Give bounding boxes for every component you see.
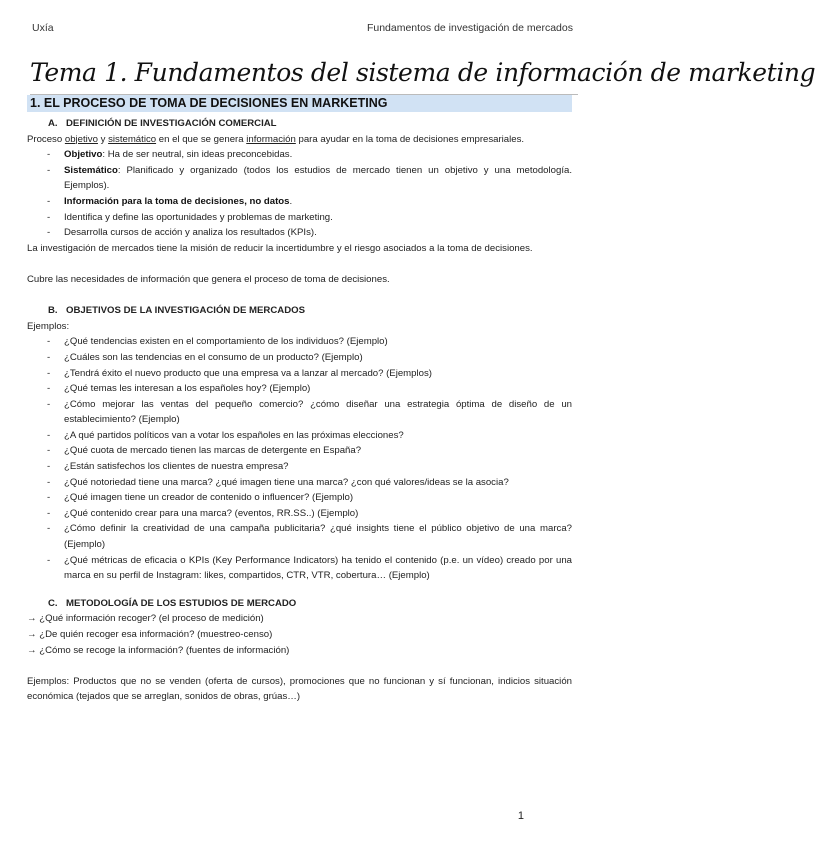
list-item: - Identifica y define las oportunidades y problemas de marketing. [27, 210, 572, 226]
examples-paragraph: Ejemplos: Productos que no se venden (oferta de cursos), promociones que no funcionan y sí funcionan, indicios situación económica (tejados que se arreglan, sonidos de obras, grúas…) [27, 675, 572, 703]
section-heading-band [27, 95, 572, 112]
intro-text-2: y [97, 133, 109, 145]
subsection-b-heading [48, 303, 572, 319]
bullet-bold-term: Sistemático [64, 164, 118, 176]
subsection-a-title: DEFINICIÓN DE INVESTIGACIÓN COMERCIAL [66, 118, 277, 129]
subsection-a-letter: A. [48, 118, 58, 129]
list-item: - ¿Qué tendencias existen en el comportamiento de los individuos? (Ejemplo) [27, 334, 572, 350]
list-item: - ¿Qué notoriedad tiene una marca? ¿qué imagen tiene una marca? ¿con qué valores/ideas se la asocia? [27, 475, 572, 491]
intro-text-1: Proceso [27, 133, 65, 145]
subsection-b-title: OBJETIVOS DE LA INVESTIGACIÓN DE MERCADOS [66, 305, 305, 317]
subsection-c-letter: C. [48, 597, 58, 609]
intro-underlined-informacion: información [246, 133, 296, 145]
list-item [27, 163, 572, 194]
needs-paragraph: Cubre las necesidades de información que genera el proceso de toma de decisiones. [27, 273, 390, 285]
intro-text-4: para ayudar en la toma de decisiones empresariales. [295, 133, 525, 145]
mission-paragraph: La investigación de mercados tiene la misión de reducir la incertidumbre y el riesgo asociados a la toma de decisiones. [27, 242, 533, 254]
list-item: - ¿Están satisfechos los clientes de nuestra empresa? [27, 459, 572, 475]
definition-paragraph [27, 132, 572, 148]
intro-underlined-objetivo: objetivo [64, 133, 98, 145]
examples-label: Ejemplos: [27, 320, 70, 332]
bullet-text: : Ha de ser neutral, sin ideas preconcebidas. [102, 149, 293, 161]
bullet-bold-term: Información para la toma de decisiones, no datos [64, 195, 290, 207]
document-body [27, 116, 572, 705]
bullet-bold-term: Objetivo [64, 149, 103, 161]
list-item: - ¿Qué imagen tiene un creador de contenido o influencer? (Ejemplo) [27, 490, 572, 506]
bullet-text: . [289, 195, 293, 207]
methodology-arrow-item: → ¿Qué información recoger? (el proceso de medición) [27, 613, 264, 625]
intro-underlined-sistematico: sistemático [108, 133, 157, 145]
page-title: Tema 1. Fundamentos del sistema de información de marketing [30, 52, 578, 95]
intro-text-3: en el que se genera [156, 133, 247, 145]
list-item [27, 147, 572, 163]
list-item: - ¿Qué temas les interesan a los españoles hoy? (Ejemplo) [27, 381, 572, 397]
methodology-arrow-item: → ¿Cómo se recoge la información? (fuentes de información) [27, 644, 290, 656]
subsection-a-heading [48, 116, 572, 132]
subsection-c-heading [48, 596, 572, 612]
list-item: - ¿Cómo definir la creatividad de una campaña publicitaria? ¿qué insights tiene el público objetivo de una marca? (Ejemplo) [27, 521, 572, 552]
header-author: Uxía [32, 22, 54, 34]
list-item: - ¿Qué cuota de mercado tienen las marcas de detergente en España? [27, 443, 572, 459]
section-heading: 1. EL PROCESO DE TOMA DE DECISIONES EN MARKETING [30, 96, 388, 110]
bullet-text: : Planificado y organizado (todos los estudios de mercado tienen un objetivo y una metodología. Ejemplos). [64, 164, 572, 192]
list-item: - ¿Qué métricas de eficacia o KPIs (Key Performance Indicators) ha tenido el contenido (p.e. un vídeo) creado por una marca en su perfil de Instagram: likes, compartidos, CTR, VTR, cobertura… (Ejemplo) [27, 553, 572, 584]
subsection-b-letter: B. [48, 305, 58, 317]
subsection-c-title: METODOLOGÍA DE LOS ESTUDIOS DE MERCADO [66, 597, 297, 609]
list-item: - Desarrolla cursos de acción y analiza los resultados (KPIs). [27, 225, 572, 241]
page-number: 1 [517, 810, 524, 822]
list-item: - ¿Cómo mejorar las ventas del pequeño comercio? ¿cómo diseñar una estrategia óptima de diseño de un establecimiento? (Ejemplo) [27, 397, 572, 428]
list-item: - ¿A qué partidos políticos van a votar los españoles en las próximas elecciones? [27, 428, 572, 444]
objectives-question-list [27, 334, 572, 584]
header-course-title: Fundamentos de investigación de mercados [366, 22, 573, 34]
methodology-arrow-item: → ¿De quién recoger esa información? (muestreo-censo) [27, 629, 273, 640]
definition-bullet-list [27, 147, 572, 241]
list-item [27, 194, 572, 210]
list-item: - ¿Cuáles son las tendencias en el consumo de un producto? (Ejemplo) [27, 350, 572, 366]
list-item: - ¿Qué contenido crear para una marca? (eventos, RR.SS..) (Ejemplo) [27, 506, 572, 522]
list-item: - ¿Tendrá éxito el nuevo producto que una empresa va a lanzar al mercado? (Ejemplos) [27, 366, 572, 382]
